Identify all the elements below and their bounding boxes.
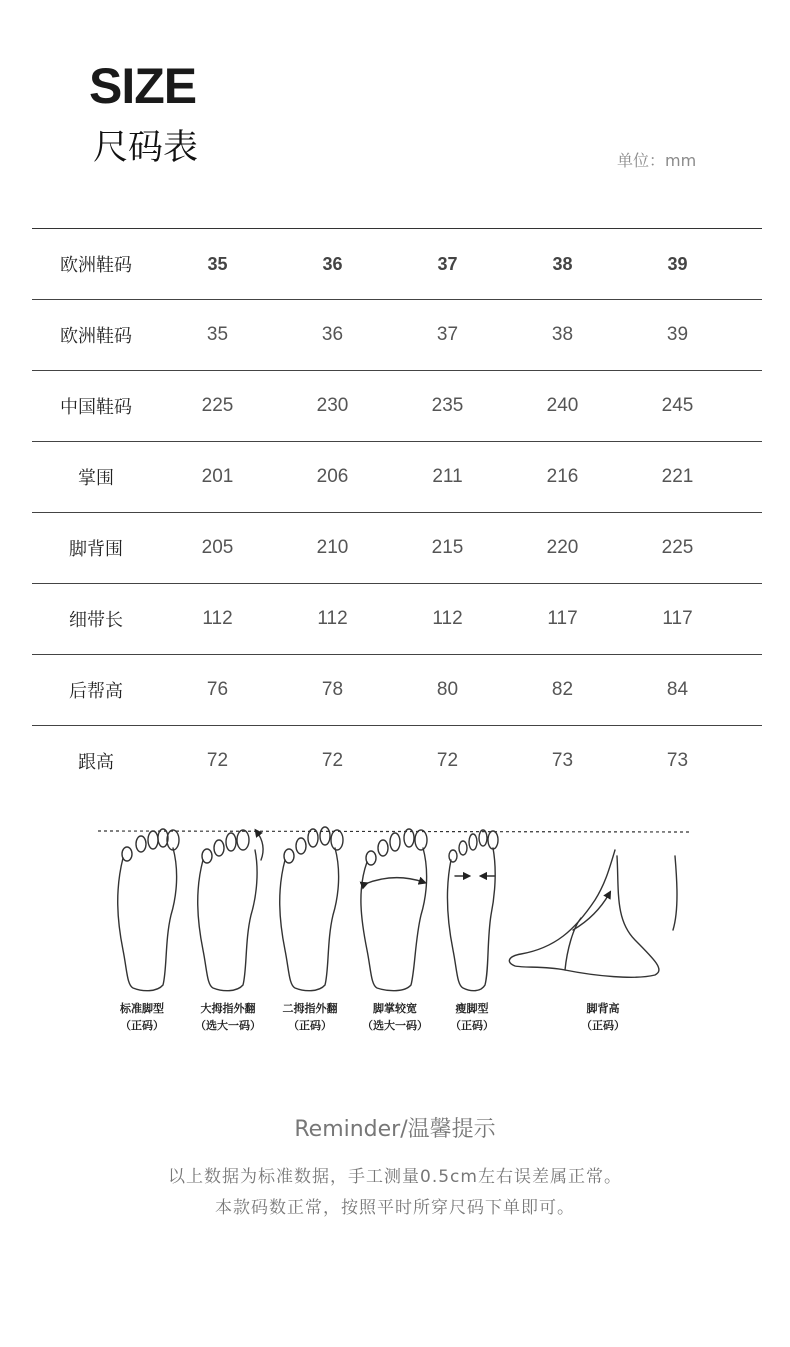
reminder-title: Reminder/温馨提示	[294, 1117, 496, 1142]
table-row	[32, 726, 762, 796]
table-cell: 215	[431, 537, 464, 558]
table-cell: 117	[547, 608, 578, 629]
table-cell: 201	[201, 466, 234, 487]
foot-type-advice: （正码）	[288, 1019, 332, 1032]
table-cell: 210	[316, 537, 349, 558]
table-cell: 73	[666, 750, 689, 771]
table-cell: 35	[206, 324, 229, 345]
table-cell: 82	[551, 679, 574, 700]
row-label: 后帮高	[69, 681, 123, 702]
table-cell: 230	[316, 395, 349, 416]
foot-bunion-icon	[198, 830, 263, 991]
table-cell: 36	[321, 324, 344, 345]
reminder-line-2: 本款码数正常，按照平时所穿尺码下单即可。	[215, 1198, 575, 1218]
row-label: 欧洲鞋码	[60, 255, 132, 276]
table-cell: 112	[202, 608, 233, 629]
foot-high-instep-icon	[509, 850, 677, 977]
foot-type-name: 脚掌较宽	[373, 1002, 417, 1015]
row-label: 欧洲鞋码	[60, 326, 132, 347]
table-cell: 240	[546, 395, 579, 416]
row-label: 细带长	[69, 610, 123, 631]
foot-type-advice: （选大一码）	[362, 1019, 428, 1032]
size-table	[32, 228, 762, 796]
foot-type-name: 脚背高	[586, 1002, 620, 1015]
foot-type-name: 瘦脚型	[455, 1002, 489, 1015]
foot-caption	[97, 1000, 187, 1034]
foot-narrow-icon	[447, 830, 498, 991]
table-cell: 38	[552, 253, 573, 274]
foot-caption	[558, 1000, 648, 1034]
table-cell: 84	[666, 679, 689, 700]
row-label: 跟高	[78, 752, 114, 773]
table-cell: 72	[436, 750, 459, 771]
foot-type-illustration	[95, 820, 695, 1040]
table-cell: 72	[206, 750, 229, 771]
foot-wide-icon	[361, 829, 427, 991]
title-size-chart: 尺码表	[93, 128, 199, 168]
table-cell: 35	[207, 253, 228, 274]
foot-type-advice: （正码）	[581, 1019, 625, 1032]
table-cell: 112	[317, 608, 348, 629]
table-row	[32, 513, 762, 584]
table-cell: 206	[316, 466, 349, 487]
foot-caption	[427, 1000, 517, 1034]
table-cell: 72	[321, 750, 344, 771]
table-row	[32, 371, 762, 442]
table-cell: 220	[546, 537, 579, 558]
foot-type-advice: （正码）	[120, 1019, 164, 1032]
table-cell: 38	[551, 324, 574, 345]
table-row	[32, 442, 762, 513]
table-row	[32, 300, 762, 371]
table-cell: 78	[321, 679, 344, 700]
table-cell: 76	[206, 679, 229, 700]
foot-caption	[265, 1000, 355, 1034]
table-cell: 80	[436, 679, 459, 700]
row-label: 中国鞋码	[60, 397, 132, 418]
table-header-row	[32, 229, 762, 300]
unit-label: 单位：mm	[617, 151, 697, 170]
table-row	[32, 584, 762, 655]
table-cell: 225	[201, 395, 234, 416]
table-cell: 36	[322, 253, 343, 274]
table-cell: 39	[667, 253, 688, 274]
table-cell: 221	[661, 466, 694, 487]
foot-type-name: 二拇指外翻	[282, 1002, 338, 1015]
row-label: 掌围	[78, 468, 114, 489]
foot-caption	[183, 1000, 273, 1034]
table-cell: 245	[661, 395, 694, 416]
table-cell: 235	[431, 395, 464, 416]
title-size: SIZE	[89, 58, 197, 114]
row-label: 脚背围	[69, 539, 123, 560]
foot-type-advice: （选大一码）	[195, 1019, 261, 1032]
foot-type-name: 标准脚型	[120, 1002, 164, 1015]
table-cell: 112	[432, 608, 463, 629]
table-cell: 225	[661, 537, 694, 558]
table-cell: 205	[201, 537, 234, 558]
table-cell: 37	[437, 253, 458, 274]
foot-type-advice: （正码）	[450, 1019, 494, 1032]
foot-standard-icon	[118, 829, 179, 991]
table-cell: 39	[666, 324, 689, 345]
foot-type-name: 大拇指外翻	[200, 1002, 256, 1015]
table-cell: 37	[436, 324, 459, 345]
table-row	[32, 655, 762, 726]
table-cell: 211	[432, 466, 463, 487]
reminder-line-1: 以上数据为标准数据，手工测量0.5cm左右误差属正常。	[168, 1167, 622, 1187]
table-cell: 117	[662, 608, 693, 629]
foot-second-toe-icon	[280, 827, 343, 991]
table-cell: 73	[551, 750, 574, 771]
table-cell: 216	[546, 466, 579, 487]
